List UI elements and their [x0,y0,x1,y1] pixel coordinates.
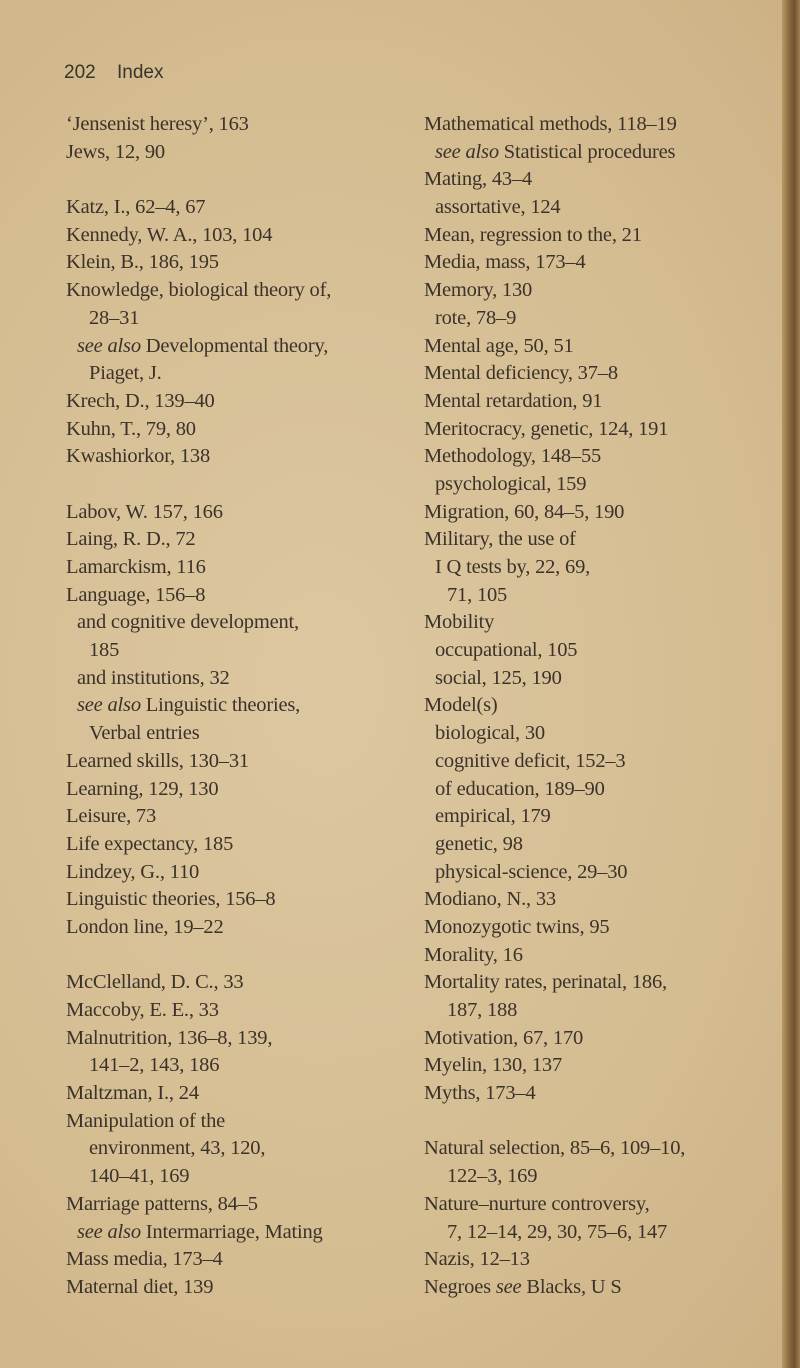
running-header [64,62,163,84]
entry-text: Laing, R. D., 72 [66,528,196,551]
index-column-right [424,111,774,1302]
index-entry [424,360,774,388]
index-entry [424,333,774,361]
index-entry [424,997,774,1025]
index-entry [424,416,774,444]
entry-text: 122–3, 169 [447,1165,538,1188]
index-entry [424,776,774,804]
entry-text: environment, 43, 120, [89,1137,266,1160]
entry-text: psychological, 159 [435,472,587,495]
index-entry [66,997,406,1025]
entry-text: Maltzman, I., 24 [66,1082,199,1105]
entry-text: 7, 12–14, 29, 30, 75–6, 147 [447,1220,668,1243]
index-entry [66,1163,406,1191]
entry-text: social, 125, 190 [435,666,562,689]
blank-line [424,1108,774,1136]
index-entry [424,1219,774,1247]
entry-text: and cognitive development, [77,611,299,634]
index-entry [66,1191,406,1219]
entry-text: Monozygotic twins, 95 [424,915,610,938]
blank-line [66,166,406,194]
index-entry [424,499,774,527]
entry-text: and institutions, 32 [77,666,230,689]
index-entry [66,1219,406,1247]
entry-text: Knowledge, biological theory of, [66,279,332,302]
entry-text: 141–2, 143, 186 [89,1054,220,1077]
index-column-left [66,111,406,1302]
index-entry [424,803,774,831]
page-number: 202 [64,62,96,83]
index-entry [424,859,774,887]
entry-text: Kwashiorkor, 138 [66,445,211,468]
index-entry [66,886,406,914]
index-entry [424,443,774,471]
entry-text: I Q tests by, 22, 69, [435,556,591,578]
entry-text: Mean, regression to the, 21 [424,223,642,246]
entry-text: Manipulation of the [66,1109,226,1132]
entry-text: 71, 105 [447,583,508,606]
index-entry [66,1080,406,1108]
index-entry [424,720,774,748]
entry-text: 187, 188 [447,999,518,1021]
index-entry [66,416,406,444]
index-entry [66,609,406,637]
entry-text: Nature–nurture controversy, [424,1192,650,1215]
index-entry [66,1108,406,1136]
entry-text: Mental retardation, 91 [424,389,603,412]
index-entry [66,1135,406,1163]
index-entry [66,139,406,167]
index-entry [66,803,406,831]
entry-text: Learning, 129, 130 [66,777,219,800]
entry-text: Mass media, 173–4 [66,1248,223,1271]
entry-text: Media, mass, 173–4 [424,251,586,274]
index-entry [424,1080,774,1108]
entry-text: Statistical procedures [498,140,676,163]
entry-reference: Blacks, U S [526,1275,622,1298]
index-entry [424,249,774,277]
index-entry [424,886,774,914]
index-entry [424,582,774,610]
entry-text: empirical, 179 [435,805,551,828]
entry-text: Methodology, 148–55 [424,445,602,468]
see-also-label: see also [77,694,141,717]
entry-text: Model(s) [424,694,498,717]
entry-text: Piaget, J. [89,362,162,385]
book-spine-edge [782,0,800,1368]
entry-text: Learned skills, 130–31 [66,749,249,772]
index-entry [66,1025,406,1053]
entry-text: Negroes [424,1275,491,1298]
blank-line [66,471,406,499]
entry-text: Motivation, 67, 170 [424,1026,584,1049]
index-entry [66,526,406,554]
index-entry [66,388,406,416]
entry-text: Intermarriage, Mating [140,1220,323,1243]
entry-text: Kuhn, T., 79, 80 [66,417,196,440]
entry-text: biological, 30 [435,722,545,745]
index-entry [424,1025,774,1053]
entry-text: Life expectancy, 185 [66,832,234,855]
index-entry [66,914,406,942]
index-entry [66,554,406,582]
entry-text: Klein, B., 186, 195 [66,251,219,274]
entry-text: Mental age, 50, 51 [424,334,574,357]
index-entry [424,388,774,416]
entry-text: Memory, 130 [424,279,533,302]
index-entry [66,969,406,997]
index-entry [424,1163,774,1191]
entry-text: Migration, 60, 84–5, 190 [424,500,625,523]
entry-text: Linguistic theories, [140,694,301,717]
see-also-label: see also [77,334,141,357]
entry-text: McClelland, D. C., 33 [66,971,244,994]
see-label: see [490,1275,527,1298]
index-entry [424,914,774,942]
index-entry [424,942,774,970]
index-entry [424,969,774,997]
index-entry [424,277,774,305]
entry-text: Maccoby, E. E., 33 [66,999,219,1021]
entry-text: Mental deficiency, 37–8 [424,362,618,385]
entry-text: Leisure, 73 [66,805,157,828]
entry-text: Katz, I., 62–4, 67 [66,196,206,219]
index-entry [66,111,406,139]
entry-text: physical-science, 29–30 [435,860,628,883]
index-entry [66,333,406,361]
entry-text: occupational, 105 [435,639,578,662]
index-entry [424,526,774,554]
index-entry [66,222,406,250]
entry-text: 140–41, 169 [89,1165,190,1188]
entry-text: Myths, 173–4 [424,1082,536,1105]
entry-text: Nazis, 12–13 [424,1248,530,1271]
entry-text: Mating, 43–4 [424,168,533,191]
section-title: Index [116,62,164,83]
see-also-label: see also [77,1220,141,1243]
index-entry [66,443,406,471]
index-entry [66,720,406,748]
entry-text: London line, 19–22 [66,915,224,938]
index-entry [424,1135,774,1163]
index-entry [424,166,774,194]
index-entry [66,692,406,720]
entry-text: Morality, 16 [424,943,523,966]
entry-text: cognitive deficit, 152–3 [435,749,626,772]
index-entry [66,1274,406,1302]
entry-text: genetic, 98 [435,832,523,855]
entry-text: Marriage patterns, 84–5 [66,1192,258,1215]
index-entry [424,748,774,776]
index-entry [424,637,774,665]
entry-text: Mathematical methods, 118–19 [424,113,677,135]
entry-text: ‘Jensenist heresy’, 163 [66,113,249,135]
entry-text: Linguistic theories, 156–8 [66,888,276,911]
entry-text: Lamarckism, 116 [66,556,206,578]
index-entry [66,1052,406,1080]
index-entry [424,139,774,167]
index-entry [424,1052,774,1080]
entry-text: of education, 189–90 [435,777,605,800]
entry-text: Mortality rates, perinatal, 186, [424,971,667,994]
index-entry [66,1246,406,1274]
index-entry [66,194,406,222]
entry-text: Verbal entries [89,722,200,745]
entry-text: Meritocracy, genetic, 124, 191 [424,417,669,440]
index-entry [66,305,406,333]
index-entry [424,831,774,859]
index-entry [424,194,774,222]
entry-text: Modiano, N., 33 [424,888,556,911]
entry-text: Mobility [424,611,495,634]
entry-text: Maternal diet, 139 [66,1275,214,1298]
blank-line [66,942,406,970]
index-entry [424,609,774,637]
index-entry [424,305,774,333]
index-entry [66,249,406,277]
index-entry [424,554,774,582]
index-entry [66,748,406,776]
index-entry [424,692,774,720]
index-entry [66,360,406,388]
index-entry [66,582,406,610]
entry-text: rote, 78–9 [435,306,517,329]
entry-text: Developmental theory, [140,334,329,357]
entry-text: Malnutrition, 136–8, 139, [66,1026,273,1049]
entry-text: Military, the use of [424,528,576,551]
entry-text: Myelin, 130, 137 [424,1054,563,1077]
entry-text: Labov, W. 157, 166 [66,500,223,523]
index-entry [66,637,406,665]
index-entry [66,859,406,887]
index-entry [424,222,774,250]
entry-text: Jews, 12, 90 [66,140,165,163]
index-entry [66,776,406,804]
entry-text: Natural selection, 85–6, 109–10, [424,1137,686,1160]
entry-text: 28–31 [89,306,140,329]
entry-text: Krech, D., 139–40 [66,389,215,412]
index-entry [66,831,406,859]
index-entry [66,277,406,305]
entry-text: assortative, 124 [435,196,561,219]
see-also-label: see also [435,140,499,163]
index-entry [424,471,774,499]
index-entry [424,1274,774,1302]
entry-text: 185 [89,639,120,662]
index-entry [424,1246,774,1274]
index-entry [424,111,774,139]
index-entry [424,1191,774,1219]
index-entry [66,499,406,527]
entry-text: Language, 156–8 [66,583,206,606]
entry-text: Kennedy, W. A., 103, 104 [66,223,273,246]
entry-text: Lindzey, G., 110 [66,860,200,883]
index-entry [424,665,774,693]
index-entry [66,665,406,693]
